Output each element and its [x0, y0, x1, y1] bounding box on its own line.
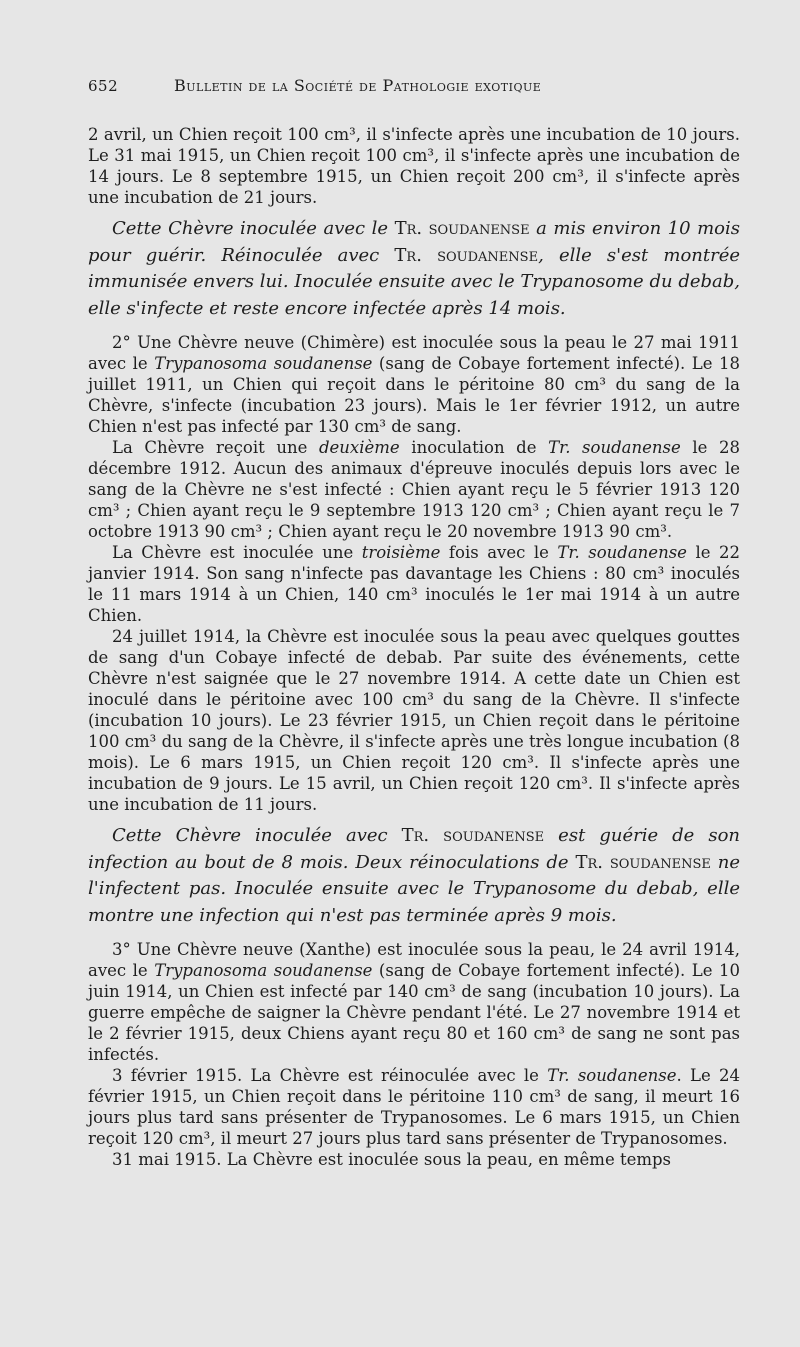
page-number: 652 — [88, 77, 119, 95]
paragraph-continuation: 2 avril, un Chien reçoit 100 cm³, il s'infecte après une incubation de 10 jours. Le 31 mai 1915, un Chien reçoit 100 cm³, il s'infecte après une incubation de 14 jours. Le 8 septembre 1915, un Chien reçoit 200 cm³, il s'infecte après une incubation de 21 jours. — [88, 125, 740, 207]
body-text — [88, 124, 740, 1170]
conclusion-1: Cette Chèvre inoculée avec le Tr. soudanense a mis environ 10 mois pour guérir. Réinoculée avec Tr. soudanense, elle s'est montrée immunisée envers lui. Inoculée ensuite avec le Trypanosome du debab, elle s'infecte et reste encore infectée après 14 mois. — [88, 218, 741, 319]
conclusion-2: Cette Chèvre inoculée avec Tr. soudanense est guérie de son infection au bout de 8 mois. Deux réinoculations de Tr. soudanense ne l'infectent pas. Inoculée ensuite avec le Trypanosome du debab, elle montre une infection qui n'est pas terminée après 9 mois. — [88, 825, 741, 926]
paragraph-second-inoculation: La Chèvre reçoit une deuxième inoculation de Tr. soudanense le 28 décembre 1912. Aucun des animaux d'épreuve inoculés depuis lors avec le sang de la Chèvre ne s'est infecté : Chien ayant reçu le 5 février 1913 120 cm³ ; Chien ayant reçu le 9 septembre 1913 120 cm³ ; Chien ayant reçu le 7 octobre 1913 90 cm³ ; Chien ayant reçu le 20 novembre 1913 90 cm³. — [88, 438, 740, 541]
running-head — [88, 76, 648, 95]
paragraph-debab-inoculation: 24 juillet 1914, la Chèvre est inoculée sous la peau avec quelques gouttes de sang d'un Cobaye infecté de debab. Par suite des événements, cette Chèvre n'est saignée que le 27 novembre 1914. A cette date un Chien est inoculé dans le péritoine avec 100 cm³ du sang de la Chèvre. Il s'infecte (incubation 10 jours). Le 23 février 1915, un Chien reçoit dans le péritoine 100 cm³ du sang de la Chèvre, il s'infecte après une très longue incubation (8 mois). Le 6 mars 1915, un Chien reçoit 120 cm³. Il s'infecte après une incubation de 9 jours. Le 15 avril, un Chien reçoit 120 cm³. Il s'infecte après une incubation de 11 jours. — [88, 627, 740, 814]
paragraph-goat-2: 2° Une Chèvre neuve (Chimère) est inoculée sous la peau le 27 mai 1911 avec le Trypanosoma soudanense (sang de Cobaye fortement infecté). Le 18 juillet 1911, un Chien qui reçoit dans le péritoine 80 cm³ du sang de la Chèvre, s'infecte (incubation 23 jours). Mais le 1er février 1912, un autre Chien n'est pas infecté par 130 cm³ de sang. — [88, 333, 740, 436]
journal-title: Bulletin de la Société de Pathologie exotique — [174, 76, 542, 95]
paragraph-final: 31 mai 1915. La Chèvre est inoculée sous la peau, en même temps — [112, 1150, 672, 1169]
paragraph-goat-3: 3° Une Chèvre neuve (Xanthe) est inoculée sous la peau, le 24 avril 1914, avec le Trypanosoma soudanense (sang de Cobaye fortement infecté). Le 10 juin 1914, un Chien est infecté par 140 cm³ de sang (incubation 10 jours). La guerre empêche de saigner la Chèvre pendant l'été. Le 27 novembre 1914 et le 2 février 1915, deux Chiens ayant reçu 80 et 160 cm³ de sang ne sont pas infectés. — [88, 940, 740, 1064]
paragraph-third-inoculation: La Chèvre est inoculée une troisième fois avec le Tr. soudanense le 22 janvier 1914. Son sang n'infecte pas davantage les Chiens : 80 cm³ inoculés le 11 mars 1914 à un Chien, 140 cm³ inoculés le 1er mai 1914 à un autre Chien. — [88, 543, 740, 625]
paragraph-reinoculation: 3 février 1915. La Chèvre est réinoculée avec le Tr. soudanense. Le 24 février 1915, un Chien reçoit dans le péritoine 110 cm³ de sang, il meurt 16 jours plus tard sans présenter de Trypanosomes. Le 6 mars 1915, un Chien reçoit 120 cm³, il meurt 27 jours plus tard sans présenter de Trypanosomes. — [88, 1066, 741, 1148]
